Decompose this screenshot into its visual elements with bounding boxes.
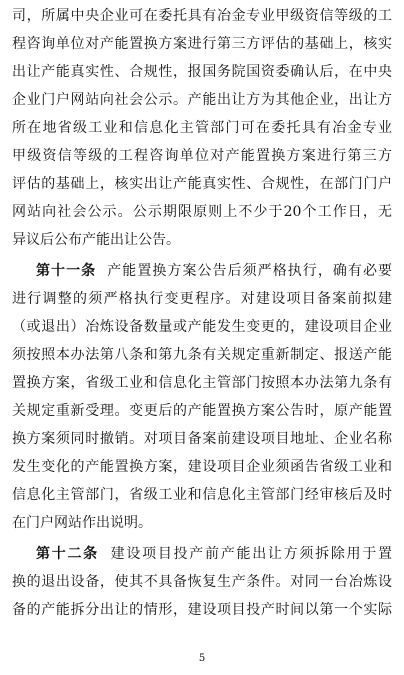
text-line: 企业门户网站向社会公示。产能出让方为其他企业，出让方 bbox=[12, 92, 392, 108]
text-line: 出让产能真实性、合规性，报国务院国资委确认后，在中央 bbox=[12, 64, 392, 80]
text-line: 司，所属中央企业可在委托具有冶金专业甲级资信等级的工 bbox=[12, 8, 392, 24]
text-line: 换的退出设备，使其不具备恢复生产条件。对同一台冶炼设 bbox=[12, 574, 392, 590]
article-first-line bbox=[36, 540, 392, 568]
page-number: 5 bbox=[198, 653, 206, 664]
text-line: （或退出）冶炼设备数量或产能发生变更的，建设项目企业 bbox=[12, 319, 392, 335]
text-line: 换方案须同时撤销。对项目备案前建设项目地址、企业名称 bbox=[12, 431, 392, 447]
text-line: 在门户网站作出说明。 bbox=[12, 515, 152, 531]
text-line: 产能置换方案公告后须严格执行，确有必要 bbox=[106, 263, 392, 279]
text-line: 甲级资信等级的工程咨询单位对产能置换方案进行第三方 bbox=[12, 148, 392, 164]
text-line: 评估的基础上，核实出让产能真实性、合规性，在部门门户 bbox=[12, 176, 392, 192]
article-first-line bbox=[36, 257, 392, 285]
text-line: 建设项目投产前产能出让方须拆除用于置 bbox=[108, 546, 392, 562]
text-line: 置换方案，省级工业和信息化主管部门按照本办法第九条有 bbox=[12, 375, 392, 391]
article-heading: 第十二条 bbox=[36, 546, 99, 562]
text-line: 网站向社会公示。公示期限原则上不少于20个工作日，无 bbox=[12, 204, 392, 220]
text-line: 进行调整的须严格执行变更程序。对建设项目备案前拟建 bbox=[12, 291, 392, 307]
text-line: 发生变化的产能置换方案，建设项目企业须函告省级工业和 bbox=[12, 459, 392, 475]
text-line: 程咨询单位对产能置换方案进行第三方评估的基础上，核实 bbox=[12, 36, 392, 52]
text-line: 所在地省级工业和信息化主管部门可在委托具有冶金专业 bbox=[12, 120, 392, 136]
text-line: 信息化主管部门，省级工业和信息化主管部门经审核后及时 bbox=[12, 487, 392, 503]
text-line: 须按照本办法第八条和第九条有关规定重新制定、报送产能 bbox=[12, 347, 392, 363]
text-line: 备的产能拆分出让的情形，建设项目投产时间以第一个实际 bbox=[12, 602, 392, 618]
text-line: 关规定重新受理。变更后的产能置换方案公告时，原产能置 bbox=[12, 403, 392, 419]
text-line: 异议后公布产能出让公告。 bbox=[12, 232, 180, 248]
article-heading: 第十一条 bbox=[36, 263, 97, 279]
